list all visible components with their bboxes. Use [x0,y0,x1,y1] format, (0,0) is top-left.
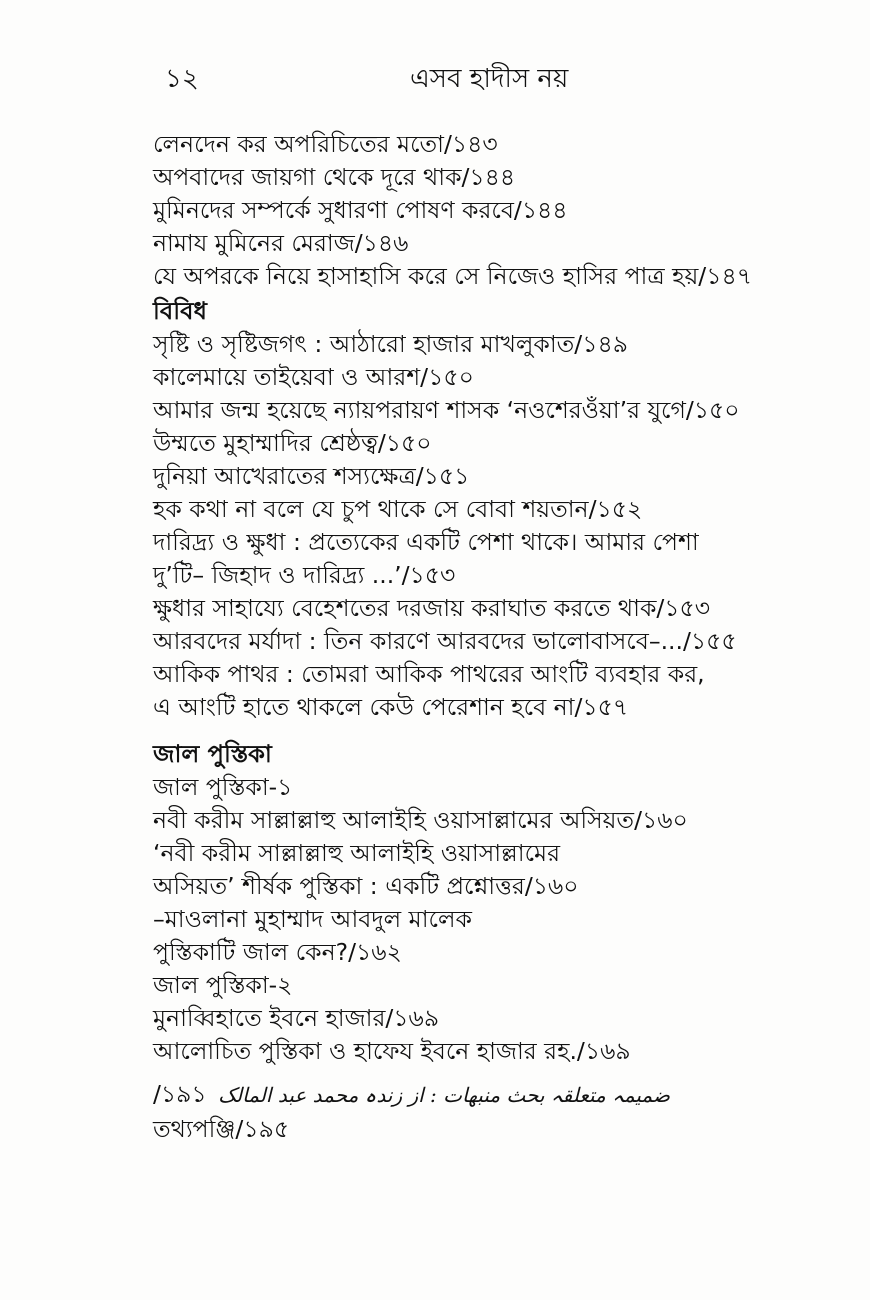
appendix-urdu-title: ضمیمہ متعلقہ بحث منبھات : از زندہ محمد عبد المالک [218,1083,670,1107]
toc-entry: আকিক পাথর : তোমরা আকিক পাথরের আংটি ব্যবহার কর, [153,660,705,688]
toc-entry: দুনিয়া আখেরাতের শস্যক্ষেত্র/১৫১ [153,462,470,490]
toc-entry: মুনাব্বিহাতে ইবনে হাজার/১৬৯ [153,1004,440,1032]
toc-entry: নবী করীম সাল্লাল্লাহু আলাইহি ওয়াসাল্লামের অসিয়ত/১৬০ [153,806,688,834]
toc-entry: আলোচিত পুস্তিকা ও হাফেয ইবনে হাজার রহ./১৬৯ [153,1037,631,1065]
section-heading-fake-booklets: জাল পুস্তিকা [153,740,272,768]
toc-entry: যে অপরকে নিয়ে হাসাহাসি করে সে নিজেও হাসির পাত্র হয়/১৪৭ [153,262,752,290]
toc-entry-appendix [153,1076,843,1113]
toc-entry: আমার জন্ম হয়েছে ন্যায়পরায়ণ শাসক ‘নওশেরওঁয়া’র যুগে/১৫০ [153,396,740,424]
table-of-contents [153,128,843,1146]
toc-entry: ক্ষুধার সাহায্যে বেহেশতের দরজায় করাঘাত করতে থাক/১৫৩ [153,594,711,622]
toc-entry-continuation: দু’টি– জিহাদ ও দারিদ্র্য ...’/১৫৩ [153,561,456,589]
toc-entry: হক কথা না বলে যে চুপ থাকে সে বোবা শয়তান/১৫২ [153,495,643,523]
toc-entry-bibliography: তথ্যপঞ্জি/১৯৫ [153,1115,290,1143]
toc-entry-continuation: এ আংটি হাতে থাকলে কেউ পেরেশান হবে না/১৫৭ [153,693,629,721]
toc-entry: লেনদেন কর অপরিচিতের মতো/১৪৩ [153,130,498,158]
toc-author-line: –মাওলানা মুহাম্মাদ আবদুল মালেক [153,905,472,933]
appendix-page-ref: /১৯১ [153,1080,207,1108]
toc-entry: কালেমায়ে তাইয়েবা ও আরশ/১৫০ [153,363,474,391]
section-heading-misc: বিবিধ [153,297,207,325]
toc-entry: মুমিনদের সম্পর্কে সুধারণা পোষণ করবে/১৪৪ [153,196,568,224]
toc-entry: ‘নবী করীম সাল্লাল্লাহু আলাইহি ওয়াসাল্লামের [153,839,560,867]
toc-entry: পুস্তিকাটি জাল কেন?/১৬২ [153,938,402,966]
toc-entry: নামায মুমিনের মেরাজ/১৪৬ [153,229,409,257]
toc-entry: আরবদের মর্যাদা : তিন কারণে আরবদের ভালোবাসবে–.../১৫৫ [153,627,737,655]
page-number: ১২ [165,64,199,94]
toc-subheading: জাল পুস্তিকা-২ [153,971,293,999]
toc-entry: দারিদ্র্য ও ক্ষুধা : প্রত্যেকের একটি পেশা থাকে। আমার পেশা [153,528,699,556]
toc-entry: সৃষ্টি ও সৃষ্টিজগৎ : আঠারো হাজার মাখলুকাত/১৪৯ [153,330,628,358]
toc-entry: অপবাদের জায়গা থেকে দূরে থাক/১৪৪ [153,163,516,191]
toc-subheading: জাল পুস্তিকা-১ [153,773,293,801]
toc-entry: উম্মতে মুহাম্মাদির শ্রেষ্ঠত্ব/১৫০ [153,429,432,457]
running-title: এসব হাদীস নয় [410,64,569,94]
toc-entry-continuation: অসিয়ত’ শীর্ষক পুস্তিকা : একটি প্রশ্নোত্তর/১৬০ [153,872,579,900]
